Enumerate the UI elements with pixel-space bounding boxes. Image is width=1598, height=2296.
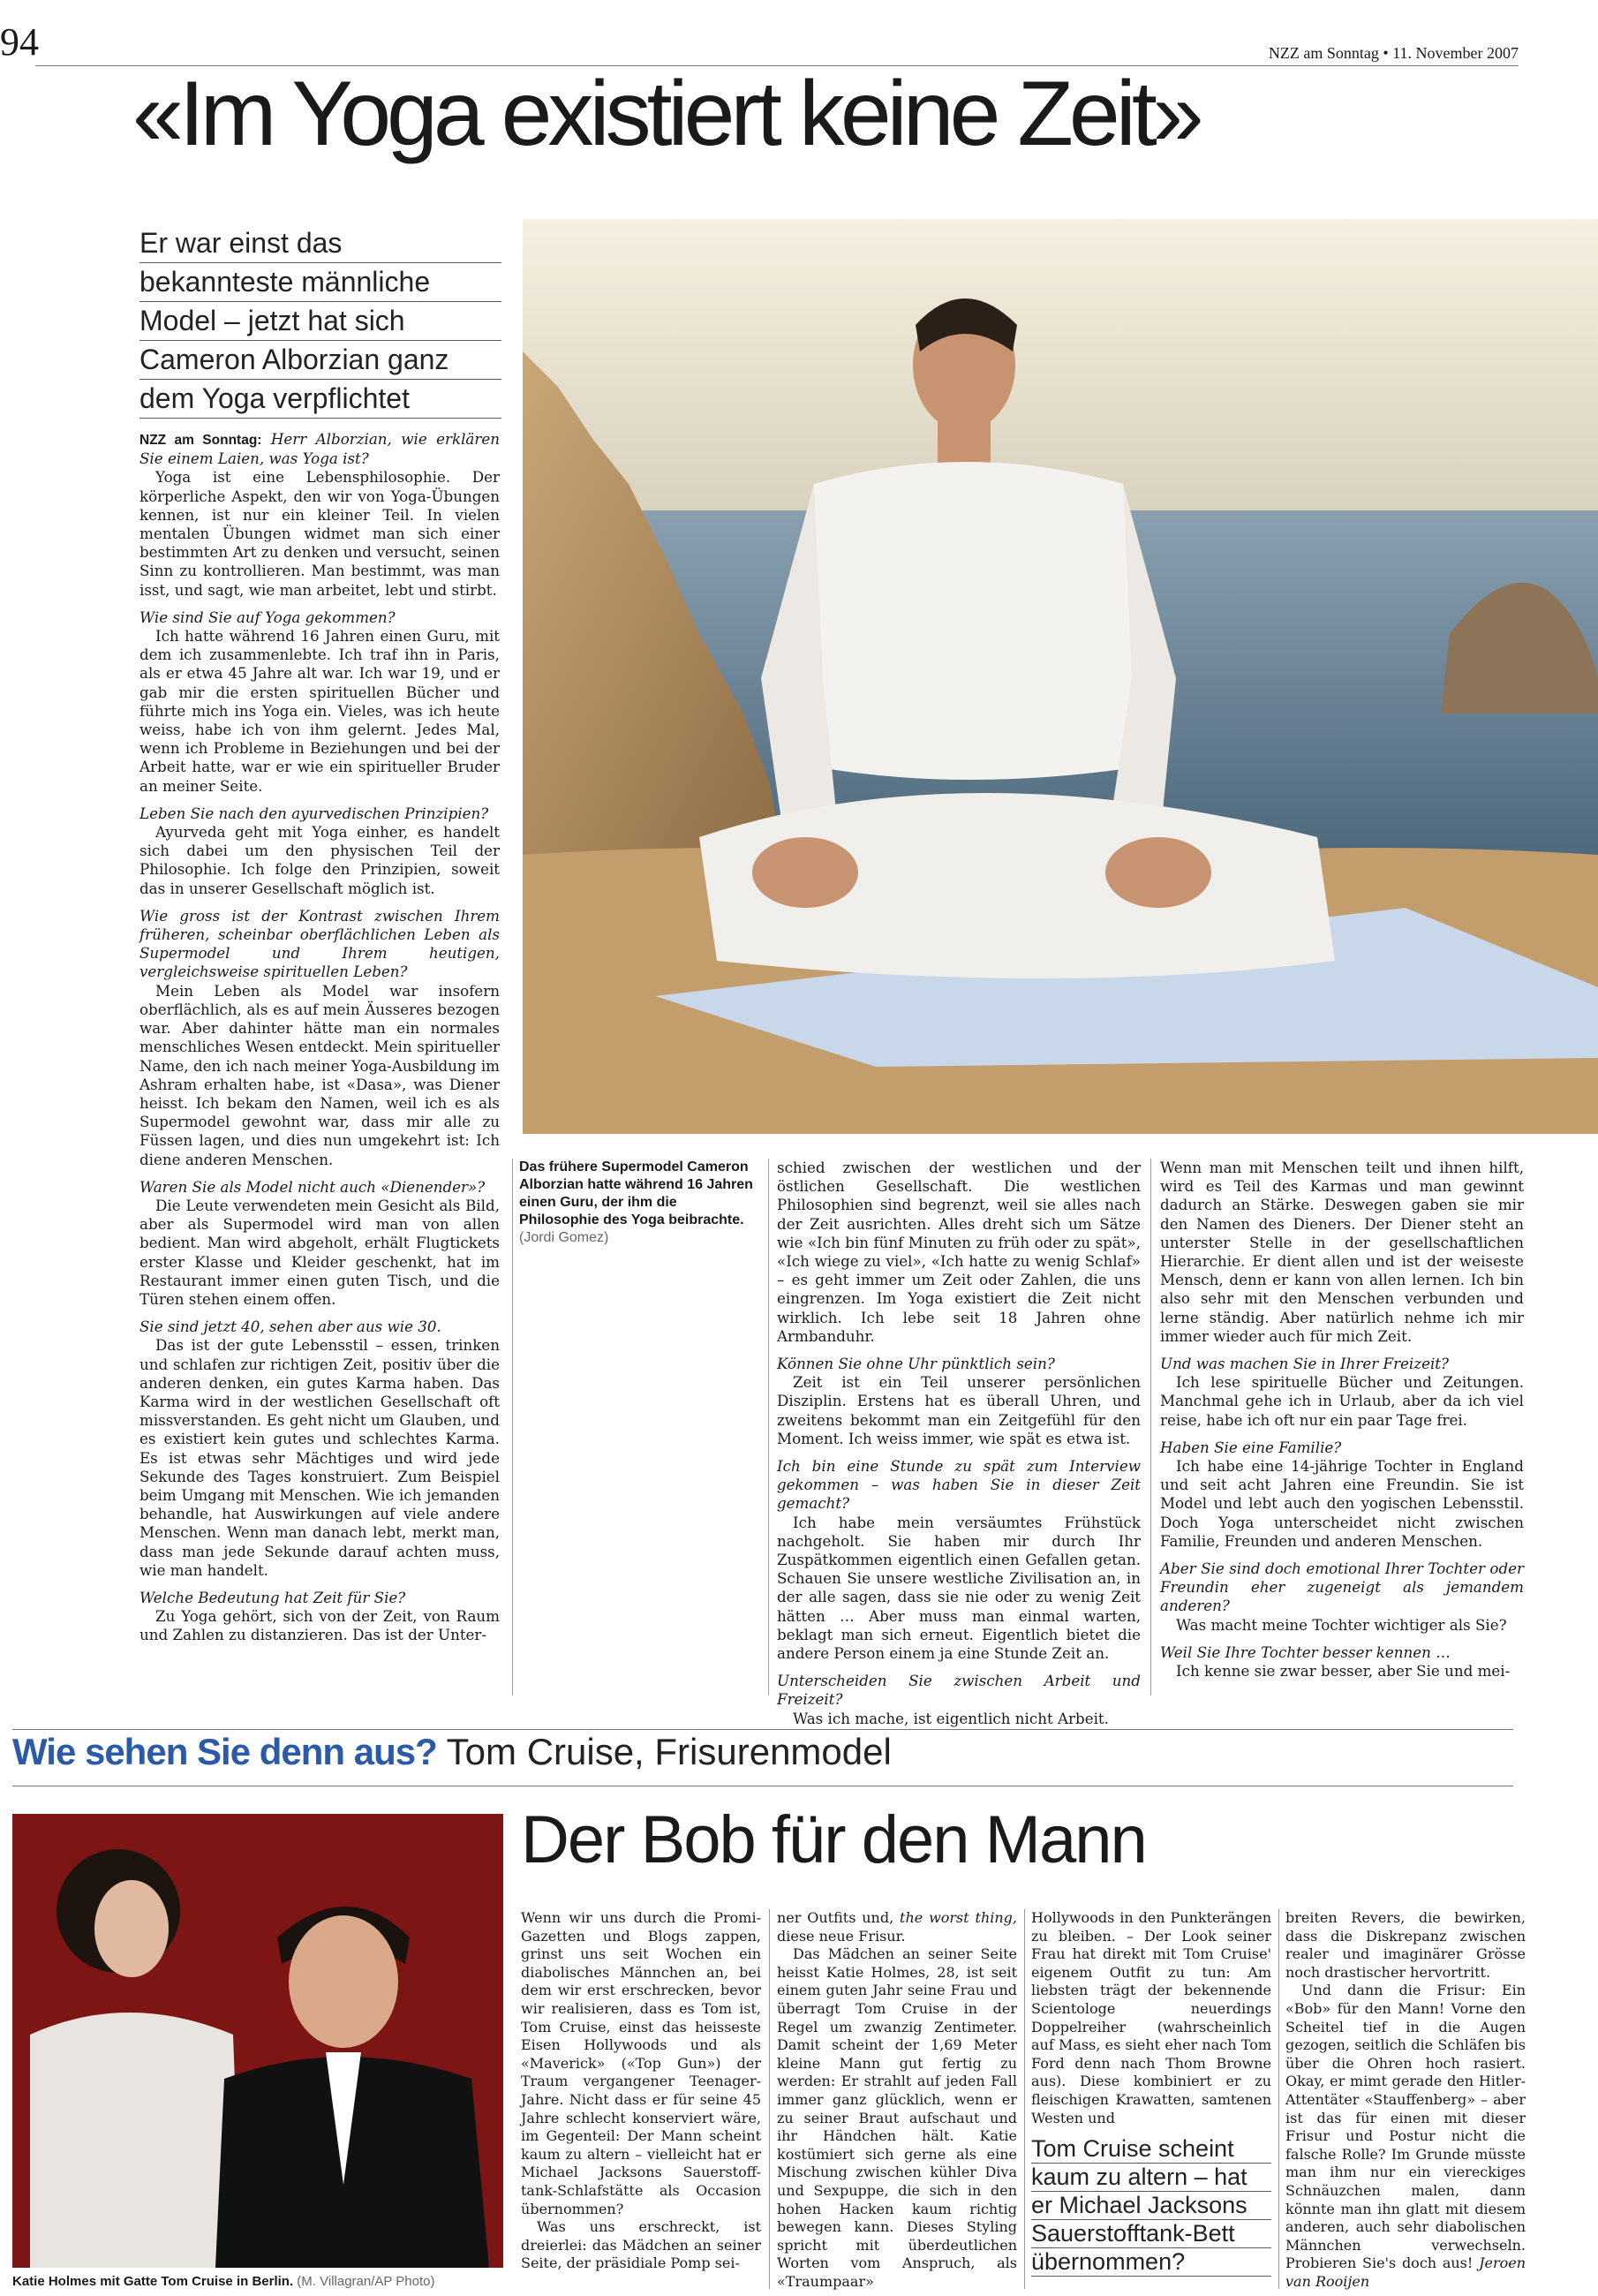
- paragraph-text: Und dann die Frisur: Ein «Bob» für den Mann! Vorne den Scheitel tief in die Augen gezogen, seitlich die Schläfen bis über die Ohren hoch rasiert. Okay, er mimt gerade den Hitler-Attentäter «Stauffenberg» – aber ist das für einen mit dieser Frisur und Postur nicht die falsche Rolle? Im Grunde müsste man ihm nur ein viereckiges Schnäuzchen malen, dann könnte man ihn glatt mit diesem anderen, auch sehr diabolischen Männchen verwechseln. Probieren Sie's doch aus!: [1285, 1982, 1526, 2272]
- question: Sie sind jetzt 40, sehen aber aus wie 30.: [139, 1318, 441, 1336]
- column-divider: [1278, 1909, 1279, 2289]
- question: Wie gross ist der Kontrast zwischen Ihrem früheren, scheinbar oberflächlichen Leben als Supermodel und Ihrem heutigen, vergleichsweise spirituellen Leben?: [139, 906, 500, 981]
- question: Wie sind Sie auf Yoga gekommen?: [139, 608, 396, 626]
- question: Aber Sie sind doch emotional Ihrer Tochter oder Freundin eher zugeneigt als jemandem anderen?: [1160, 1560, 1524, 1615]
- question: Weil Sie Ihre Tochter besser kennen …: [1160, 1643, 1451, 1661]
- interview-column-2: [777, 1159, 1141, 1728]
- column-divider: [512, 1159, 513, 1696]
- cruise-holmes-photo: [12, 1814, 503, 2268]
- column-divider: [769, 1909, 770, 2289]
- dek-line: Er war einst das: [139, 224, 501, 263]
- dek-line: dem Yoga verpflichtet: [139, 380, 501, 419]
- article-column-1: [521, 1909, 761, 2273]
- caption-credit: (Jordi Gomez): [519, 1230, 609, 1245]
- section-subtitle: Tom Cruise, Frisurenmodel: [436, 1731, 892, 1772]
- article-column-4: [1285, 1909, 1526, 2291]
- caption-credit: (M. Villagran/AP Photo): [297, 2274, 435, 2289]
- page-number: 94: [0, 20, 39, 64]
- answer: Ich kenne sie zwar besser, aber Sie und mei-: [1176, 1662, 1511, 1680]
- lead-label: NZZ am Sonntag:: [139, 433, 262, 448]
- author: Jeroen van Rooijen: [1285, 2254, 1526, 2290]
- paragraph: [1285, 1982, 1526, 2291]
- question-text: Herr Alborzian, wie erklären Sie einem Laien, was Yoga ist?: [139, 430, 500, 468]
- article-column-3: [1031, 1909, 1271, 2127]
- main-photo-caption: [519, 1159, 759, 1247]
- section-title: Wie sehen Sie denn aus?: [12, 1731, 437, 1772]
- caption-text: Das frühere Supermodel Cameron Alborzian hatte während 16 Jahren einen Guru, der ihm die Philosophie des Yoga beibrachte.: [519, 1159, 753, 1227]
- section-header: [12, 1731, 1513, 1773]
- small-photo-caption: [12, 2273, 507, 2291]
- headline: «Im Yoga existiert keine Zeit»: [132, 63, 1200, 165]
- question: Unterscheiden Sie zwischen Arbeit und Freizeit?: [777, 1672, 1141, 1709]
- question: Welche Bedeutung hat Zeit für Sie?: [139, 1588, 406, 1606]
- answer: Was ich mache, ist eigentlich nicht Arbeit.: [793, 1709, 1109, 1727]
- question: Leben Sie nach den ayurvedischen Prinzipien?: [139, 804, 489, 822]
- answer: Mein Leben als Model war insofern oberflächlich, als es auf mein Äusseres bezogen war. Aber dahinter hätte man ein normales menschliches Wesen entdeckt. Mein spiritueller Name, den ich nach meiner Yoga-Ausbildung im Ashram erhalten habe, ist «Dasa», was Diener heisst. Ich bekam den Namen, weil ich es als Supermodel gewohnt war, dass mir alle zu Füssen lagen, und dies nun umgekehrt ist: Ich diene anderen Menschen.: [139, 981, 500, 1168]
- paragraph: Was uns erschreckt, ist dreierlei: das Mädchen an seiner Seite, der präsidiale Pomp sei-: [521, 2218, 761, 2272]
- paragraph: [777, 1909, 1017, 1945]
- cruise-holmes-illustration: [12, 1814, 503, 2268]
- answer: Ich habe eine 14-jährige Tochter in England und seit acht Jahren eine Freundin. Sie ist Model und lebt auch den yogischen Lebensstil. Doch Yoga unterscheidet nicht zwischen Familie, Freunden und anderen Menschen.: [1160, 1457, 1524, 1550]
- question: Und was machen Sie in Ihrer Freizeit?: [1160, 1355, 1449, 1373]
- dek-line: Cameron Alborzian ganz: [139, 341, 501, 380]
- interview-column-3: [1160, 1159, 1524, 1680]
- question: Waren Sie als Model nicht auch «Dienender»?: [139, 1177, 486, 1196]
- paragraph-text: ner Outfits und,: [777, 1909, 901, 1926]
- answer: Zeit ist ein Teil unserer persönlichen Disziplin. Erstens hat es überall Uhren, und zweitens bekommt man ein Zeitgefühl für den Moment. Ich weiss immer, wie spät es etwa ist.: [777, 1373, 1141, 1447]
- answer: Zu Yoga gehört, sich von der Zeit, von Raum und Zahlen zu distanzieren. Das ist der Unter-: [139, 1607, 500, 1644]
- answer: Ayurveda geht mit Yoga einher, es handelt sich dabei um den physischen Teil der Philosophie. Ich folge den Prinzipien, soweit das in unserer Gesellschaft möglich ist.: [139, 823, 500, 897]
- answer: Ich hatte während 16 Jahren einen Guru, mit dem ich zusammenlebte. Ich traf ihn in Paris, als er etwa 45 Jahre alt war. Ich war 19, und er gab mir die ersten spirituellen Bücher und führte mich ins Yoga ein. Vieles, was ich heute weiss, habe ich von ihm gelernt. Jedes Mal, wenn ich Probleme in Beziehungen und bei der Arbeit hatte, war er wie ein spiritueller Bruder an meiner Seite.: [139, 627, 500, 795]
- pull-quote-line: er Michael Jacksons: [1031, 2192, 1271, 2220]
- answer: Ich lese spirituelle Bücher und Zeitungen. Manchmal gehe ich in Urlaub, aber da ich viel reise, habe ich oft nur ein paar Tage frei.: [1160, 1373, 1524, 1429]
- question: Ich bin eine Stunde zu spät zum Interview gekommen – was haben Sie in dieser Zeit gemacht?: [777, 1457, 1141, 1513]
- column-divider: [1024, 1909, 1025, 2289]
- answer: Yoga ist eine Lebensphilosophie. Der körperliche Aspekt, den wir von Yoga-Übungen kennen, ist nur ein kleiner Teil. In vielen mentalen Übungen widmet man sich einer bestimmten Art zu denken und versucht, seinen Sinn zu kontrollieren. Man bestimmt, was man isst, und sagt, wie man arbeitet, lebt und stirbt.: [139, 468, 500, 599]
- yoga-photo: [523, 219, 1598, 1134]
- section-rule: [12, 1729, 1513, 1730]
- pull-quote-line: Sauerstofftank-Bett: [1031, 2220, 1271, 2248]
- paragraph: Hollywoods in den Punkterängen zu bleiben. – Der Look seiner Frau hat direkt mit Tom Cruise' eigenem Outfit zu tun: Am liebsten trägt der bekennende Scientologe neuerdings Doppelreiher (wahrscheinlich auf Mass, es sieht eher nach Tom Ford denn nach Thom Browne aus). Diese kombiniert er zu fleischigen Krawatten, samtenen Westen und: [1031, 1909, 1271, 2126]
- pull-quote-line: Tom Cruise scheint: [1031, 2135, 1271, 2164]
- column-divider: [1150, 1159, 1151, 1696]
- answer: Ich habe mein versäumtes Frühstück nachgeholt. Sie haben mir durch Ihr Zuspätkommen eigentlich einen Gefallen getan. Schauen Sie unsere westliche Zivilisation an, in der alle sagen, dass sie nie oder zu wenig Zeit hätten … Aber muss man einmal warten, beklagt man sich erneut. Eigentlich bietet die andere Person einem ja eine Stunde Zeit an.: [777, 1513, 1141, 1663]
- dek-line: bekannteste männliche: [139, 263, 501, 302]
- pull-quote: [1031, 2135, 1271, 2277]
- paragraph-text: diese neue Frisur.: [777, 1927, 906, 1945]
- answer: Wenn man mit Menschen teilt und ihnen hilft, wird es Teil des Karmas und man gewinnt dadurch an Stärke. Deswegen gaben sie mir den Namen des Dieners. Der Diener steht an unterster Stelle in der gesellschaftlichen Hierarchie. Er dient allen und ist der weiseste Mensch, denn er kann von allen lernen. Ich bin also sehr mit den Menschen verbunden und lerne ständig. Aber natürlich nehme ich mir immer wieder auch für mich Zeit.: [1160, 1159, 1524, 1345]
- paragraph: breiten Revers, die bewirken, dass die Diskrepanz zwischen realer und imaginärer Grösse noch drastischer hervortritt.: [1285, 1909, 1526, 1981]
- column-divider: [768, 1159, 769, 1696]
- article-title: Der Bob für den Mann: [521, 1802, 1146, 1877]
- interview-column-1: [139, 430, 500, 1645]
- answer: schied zwischen der westlichen und der östlichen Gesellschaft. Die westlichen Philosophien sind begrenzt, weil sie alles nach der Zeit ausrichten. Alles dreht sich um Sätze wie «Ich bin fünf Minuten zu früh oder zu spät», «Ich wiege zu viel», «Ich hatte zu wenig Schlaf» – es geht immer um Zeit oder Zahlen, die uns eingrenzen. Im Yoga existiert die Zeit nicht wirklich. Ich lebe seit 18 Jahren ohne Armbanduhr.: [777, 1159, 1141, 1345]
- pull-quote-line: übernommen?: [1031, 2248, 1271, 2277]
- yoga-photo-illustration: [523, 219, 1598, 1134]
- paragraph: Das Mädchen an seiner Seite heisst Katie Holmes, 28, ist seit einem guten Jahr seine Frau und überragt Tom Cruise in der Regel um zwanzig Zentimeter. Damit scheint der 1,69 Meter kleine Mann gut fertig zu werden: Er strahlt auf jeden Fall immer ganz glücklich, wenn er zu seiner Braut aufschaut und ihr Händchen hält. Katie kostümiert sich gerne als eine Mischung zwischen kühler Diva und Sexpuppe, die sich in den hohen Hacken kaum richtig bewegen kann. Dieses Styling spricht mit überdeutlichen Worten vom Anspruch, als «Traumpaar»: [777, 1945, 1017, 2290]
- paragraph: Wenn wir uns durch die Promi-Gazetten und Blogs zappen, grinst uns seit Wochen ein diabolisches Männchen an, bei dem wir erst erschrecken, bevor wir realisieren, dass es Tom ist, Tom Cruise, einst das heisseste Eisen Hollywoods und als «Maverick» («Top Gun») der Traum vergangener Teenager-Jahre. Nicht dass er für seine 45 Jahre schlecht konserviert wäre, im Gegenteil: Der Mann scheint kaum zu altern – vielleicht hat er Michael Jacksons Sauerstoff-tank-Schlafstätte als Occasion übernommen?: [521, 1909, 761, 2217]
- answer: Die Leute verwendeten mein Gesicht als Bild, aber als Supermodel wird man von allen bedient. Man wird abgeholt, erhält Flugtickets erster Klasse und Kleider geschenkt, hat im Restaurant immer einen guten Tisch, und die Türen stehen einem offen.: [139, 1196, 500, 1308]
- pull-quote-line: kaum zu altern – hat: [1031, 2164, 1271, 2192]
- question: Haben Sie eine Familie?: [1160, 1438, 1342, 1456]
- question: Können Sie ohne Uhr pünktlich sein?: [777, 1355, 1055, 1373]
- dek: [139, 224, 501, 419]
- answer: Das ist der gute Lebensstil – essen, trinken und schlafen zur richtigen Zeit, positiv über die anderen denken, ein gutes Karma haben. Das Karma wird in der westlichen Gesellschaft oft missverstanden. Es geht nicht um Glauben, und es existiert kein gutes und schlechtes Karma. Es ist etwas sehr Mächtiges und wird jede Sekunde des Tages konstruiert. Zum Beispiel beim Umgang mit Menschen. Wie ich jemanden behandle, hat Auswirkungen auf viele andere Menschen. Wenn man danach lebt, merkt man, dass man jede Sekunde darauf achten muss, wie man handelt.: [139, 1336, 500, 1579]
- issue-line: NZZ am Sonntag • 11. November 2007: [1268, 44, 1519, 62]
- dek-line: Model – jetzt hat sich: [139, 302, 501, 341]
- article-column-2: [777, 1909, 1017, 2291]
- emphasis: the worst thing,: [900, 1909, 1018, 1926]
- caption-text: Katie Holmes mit Gatte Tom Cruise in Berlin.: [12, 2274, 294, 2289]
- answer: Was macht meine Tochter wichtiger als Sie?: [1176, 1615, 1507, 1634]
- question: [139, 430, 500, 468]
